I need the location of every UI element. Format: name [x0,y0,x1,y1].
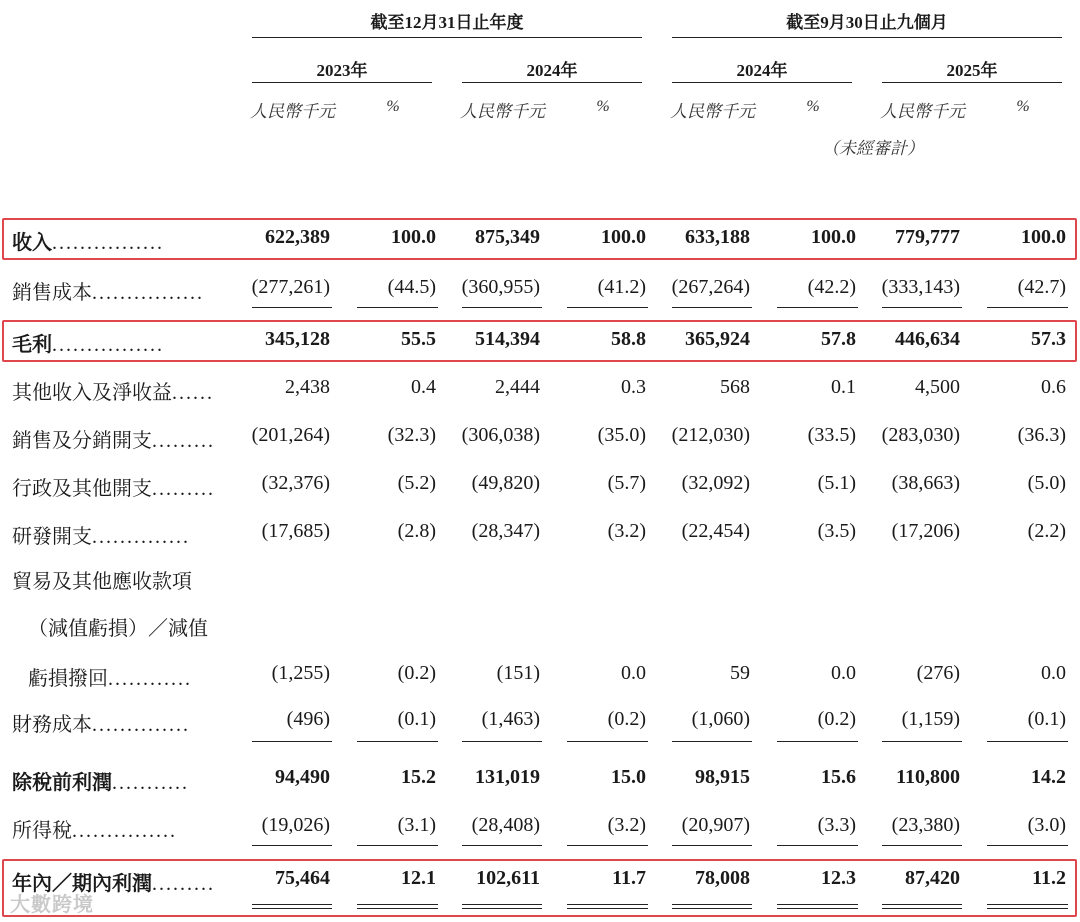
percent-cell: 0.0 [621,662,646,684]
percent-cell: (5.0) [1027,472,1066,494]
sum-underline [357,741,438,742]
sum-underline [357,845,438,846]
sum-underline [252,741,332,742]
pct-label: % [806,98,820,115]
year-rule [882,82,1062,83]
unit-label: 人民幣千元 [670,102,755,121]
row-label-text: 銷售及分銷開支 [12,430,152,452]
row-label [12,814,177,843]
row-label-text: 除稅前利潤 [12,772,112,794]
amount-cell: (212,030) [671,424,750,446]
amount-cell: 633,188 [685,226,750,248]
percent-cell: (2.8) [397,520,436,542]
row-label [12,766,189,795]
watermark: 大數跨境 [10,892,94,916]
row-label [28,612,208,641]
percent-cell: (44.5) [387,276,436,298]
percent-cell: 14.2 [1031,766,1066,788]
double-underline [672,904,752,909]
double-underline [987,904,1068,909]
percent-cell: (32.3) [387,424,436,446]
amount-cell: 622,389 [265,226,330,248]
sum-underline [777,845,858,846]
percent-cell: 15.0 [611,766,646,788]
amount-cell: (28,347) [471,520,540,542]
dot-leader: ......... [152,478,215,500]
amount-cell: (38,663) [891,472,960,494]
amount-cell: (20,907) [681,814,750,836]
row-label [12,565,192,594]
amount-cell: (17,685) [261,520,330,542]
unit-label: 人民幣千元 [880,102,965,121]
sum-underline [672,741,752,742]
percent-cell: 55.5 [401,328,436,350]
percent-cell: (0.2) [817,708,856,730]
amount-cell: 78,008 [695,867,750,889]
double-underline [357,904,438,909]
percent-cell: (2.2) [1027,520,1066,542]
year-header-2024-nine-months: 2024年 [736,61,788,80]
sum-underline [567,741,648,742]
amount-cell: (1,255) [271,662,330,684]
percent-cell: (35.0) [597,424,646,446]
pct-label: % [1016,98,1030,115]
amount-cell: 4,500 [915,376,960,398]
unit-label: 人民幣千元 [460,102,545,121]
sum-underline [567,307,648,308]
amount-cell: (306,038) [461,424,540,446]
amount-cell: 345,128 [265,328,330,350]
amount-cell: (283,030) [881,424,960,446]
double-underline [252,904,332,909]
amount-cell: 779,777 [895,226,960,248]
amount-cell: (19,026) [261,814,330,836]
dot-leader: .............. [92,714,190,736]
row-label-text: 貿易及其他應收款項 [12,571,192,593]
amount-cell: (28,408) [471,814,540,836]
percent-cell: 100.0 [391,226,436,248]
percent-cell: 0.0 [831,662,856,684]
row-label-text: 銷售成本 [12,282,92,304]
percent-cell: (3.5) [817,520,856,542]
year-rule [252,82,432,83]
double-underline [462,904,542,909]
amount-cell: 875,349 [475,226,540,248]
amount-cell: 98,915 [695,766,750,788]
double-underline [777,904,858,909]
row-label [12,376,214,405]
sum-underline [462,845,542,846]
percent-cell: 0.4 [411,376,436,398]
year-header-2025: 2025年 [946,61,998,80]
amount-cell: (276) [916,662,960,684]
row-label-text: 虧損撥回 [28,668,108,690]
amount-cell: (23,380) [891,814,960,836]
percent-cell: 0.0 [1041,662,1066,684]
sum-underline [252,307,332,308]
percent-cell: (0.1) [1027,708,1066,730]
percent-cell: (0.1) [397,708,436,730]
amount-cell: 110,800 [896,766,960,788]
amount-cell: 2,444 [495,376,540,398]
amount-cell: (49,820) [471,472,540,494]
percent-cell: (42.7) [1017,276,1066,298]
sum-underline [357,307,438,308]
dot-leader: ......... [152,873,215,895]
row-label-text: 年內／期內利潤 [12,873,152,895]
percent-cell: (3.0) [1027,814,1066,836]
amount-cell: 94,490 [275,766,330,788]
percent-cell: (3.2) [607,520,646,542]
amount-cell: 365,924 [685,328,750,350]
pct-label: % [386,98,400,115]
percent-cell: (5.2) [397,472,436,494]
amount-cell: (1,060) [691,708,750,730]
header-group-annual: 截至12月31日止年度 [370,13,524,32]
percent-cell: (0.2) [607,708,646,730]
percent-cell: 11.2 [1032,867,1066,889]
sum-underline [987,741,1068,742]
amount-cell: 102,611 [476,867,540,889]
row-label [12,276,204,305]
percent-cell: 58.8 [611,328,646,350]
sum-underline [567,845,648,846]
double-underline [882,904,962,909]
header-group-nine-months: 截至9月30日止九個月 [786,13,948,32]
percent-cell: 57.3 [1031,328,1066,350]
dot-leader: .............. [92,526,190,548]
percent-cell: 100.0 [811,226,856,248]
dot-leader: ............... [72,820,177,842]
percent-cell: (3.3) [817,814,856,836]
percent-cell: 12.1 [401,867,436,889]
percent-cell: 100.0 [601,226,646,248]
row-label [28,662,192,691]
row-label [12,424,215,453]
amount-cell: (277,261) [251,276,330,298]
row-label-text: 研發開支 [12,526,92,548]
sum-underline [252,845,332,846]
year-rule [462,82,642,83]
percent-cell: (33.5) [807,424,856,446]
amount-cell: (360,955) [461,276,540,298]
sum-underline [987,845,1068,846]
amount-cell: (17,206) [891,520,960,542]
amount-cell: (333,143) [881,276,960,298]
sum-underline [882,307,962,308]
sum-underline [672,307,752,308]
percent-cell: 0.6 [1041,376,1066,398]
percent-cell: (42.2) [807,276,856,298]
percent-cell: 15.2 [401,766,436,788]
header-group-rule [672,37,1062,38]
amount-cell: 2,438 [285,376,330,398]
percent-cell: 12.3 [821,867,856,889]
row-label [12,708,190,737]
row-label-text: （減值虧損）／減值 [28,618,208,640]
percent-cell: 0.1 [831,376,856,398]
amount-cell: (267,264) [671,276,750,298]
sum-underline [777,741,858,742]
amount-cell: 568 [720,376,750,398]
sum-underline [777,307,858,308]
amount-cell: 131,019 [475,766,540,788]
amount-cell: (22,454) [681,520,750,542]
dot-leader: ................ [52,334,164,356]
percent-cell: 100.0 [1021,226,1066,248]
amount-cell: 59 [730,662,750,684]
sum-underline [882,741,962,742]
sum-underline [987,307,1068,308]
unaudited-note: （未經審計） [822,139,924,158]
year-rule [672,82,852,83]
sum-underline [672,845,752,846]
row-label [12,226,164,255]
percent-cell: 0.3 [621,376,646,398]
sum-underline [462,307,542,308]
percent-cell: (5.7) [607,472,646,494]
row-label [12,472,215,501]
dot-leader: ...... [172,382,214,404]
percent-cell: (41.2) [597,276,646,298]
amount-cell: (1,159) [901,708,960,730]
percent-cell: (36.3) [1017,424,1066,446]
sum-underline [462,741,542,742]
percent-cell: (0.2) [397,662,436,684]
amount-cell: (1,463) [481,708,540,730]
year-header-2023: 2023年 [316,61,368,80]
amount-cell: 514,394 [475,328,540,350]
row-label-text: 其他收入及淨收益 [12,382,172,404]
percent-cell: 11.7 [612,867,646,889]
row-label-text: 收入 [12,232,52,254]
pct-label: % [596,98,610,115]
dot-leader: ........... [112,772,189,794]
percent-cell: (5.1) [817,472,856,494]
amount-cell: 75,464 [275,867,330,889]
row-label [12,328,164,357]
year-header-2024-annual: 2024年 [526,61,578,80]
amount-cell: 87,420 [905,867,960,889]
header-group-rule [252,37,642,38]
row-label-text: 行政及其他開支 [12,478,152,500]
amount-cell: 446,634 [895,328,960,350]
unit-label: 人民幣千元 [250,102,335,121]
amount-cell: (151) [496,662,540,684]
percent-cell: (3.2) [607,814,646,836]
dot-leader: ................ [52,232,164,254]
row-label-text: 所得稅 [12,820,72,842]
row-label-text: 毛利 [12,334,52,356]
amount-cell: (32,376) [261,472,330,494]
dot-leader: ............ [108,668,192,690]
percent-cell: 57.8 [821,328,856,350]
percent-cell: (3.1) [397,814,436,836]
dot-leader: ......... [152,430,215,452]
amount-cell: (201,264) [251,424,330,446]
dot-leader: ................ [92,282,204,304]
amount-cell: (32,092) [681,472,750,494]
double-underline [567,904,648,909]
row-label [12,520,190,549]
amount-cell: (496) [286,708,330,730]
sum-underline [882,845,962,846]
percent-cell: 15.6 [821,766,856,788]
row-label-text: 財務成本 [12,714,92,736]
